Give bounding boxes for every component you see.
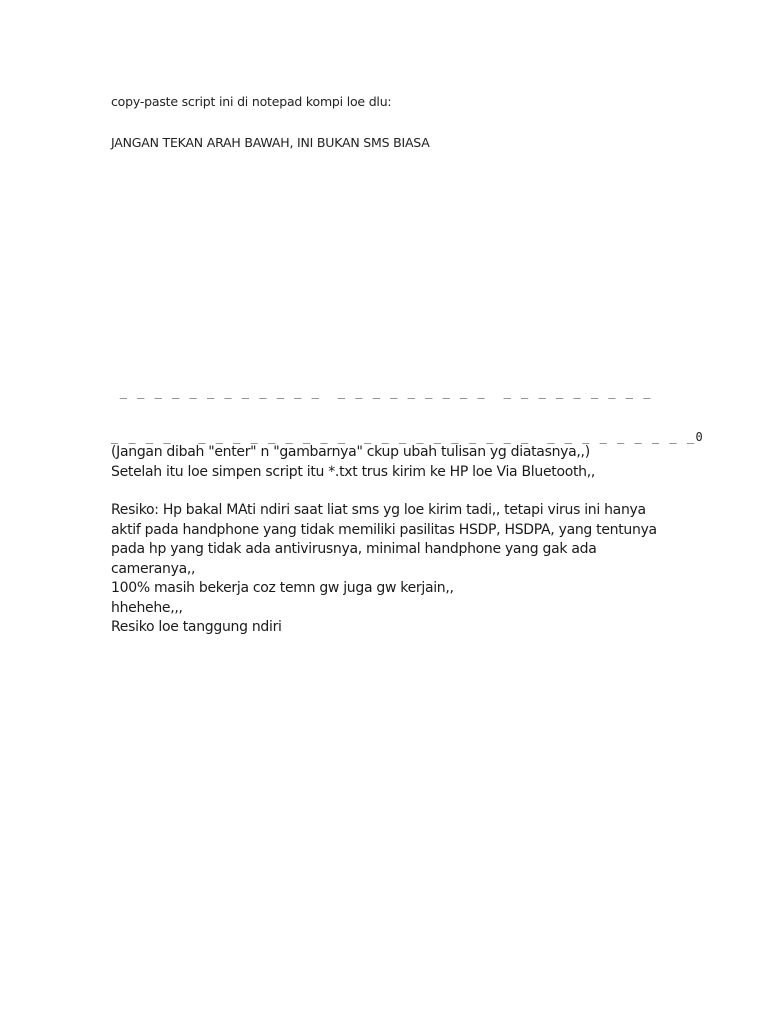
intro-text: copy-paste script ini di notepad kompi loe dlu:	[111, 94, 392, 109]
text-line: (Jangan dibah "enter" n "gambarnya" ckup ubah tulisan yg diatasnya,,)	[111, 444, 590, 460]
text-line: Resiko loe tanggung ndiri	[111, 619, 282, 635]
text-line: Setelah itu loe simpen script itu *.txt trus kirim ke HP loe Via Bluetooth,,	[111, 463, 596, 480]
dash-line: _ _ _ _ _ _ _ _ _ _ _ _ _ _ _ _ _ _ _ _ _ _ _ _ _ _ _ _ _ _	[111, 385, 652, 399]
text-line: Resiko: Hp bakal MAti ndiri saat liat sms yg loe kirim tadi,, tetapi virus ini hanya	[111, 502, 646, 518]
dash-line: _ _ _ _ _ _ _ _ _ _ _ _ _ _ _ _ _ _ _ _ _ _ _ _ _ _ _ _ _ _ _ _0	[111, 430, 705, 444]
warning-text: JANGAN TEKAN ARAH BAWAH, INI BUKAN SMS BIASA	[111, 135, 430, 150]
text-line: pada hp yang tidak ada antivirusnya, minimal handphone yang gak ada	[111, 541, 597, 557]
text-line: cameranya,,	[111, 560, 196, 577]
text-line: 100% masih bekerja coz temn gw juga gw kerjain,,	[111, 580, 454, 596]
risk-paragraph	[111, 501, 671, 638]
instructions-paragraph	[111, 443, 671, 482]
text-line: hhehehe,,,	[111, 599, 183, 616]
text-line: aktif pada handphone yang tidak memiliki pasilitas HSDP, HSDPA, yang tentunya	[111, 521, 657, 538]
